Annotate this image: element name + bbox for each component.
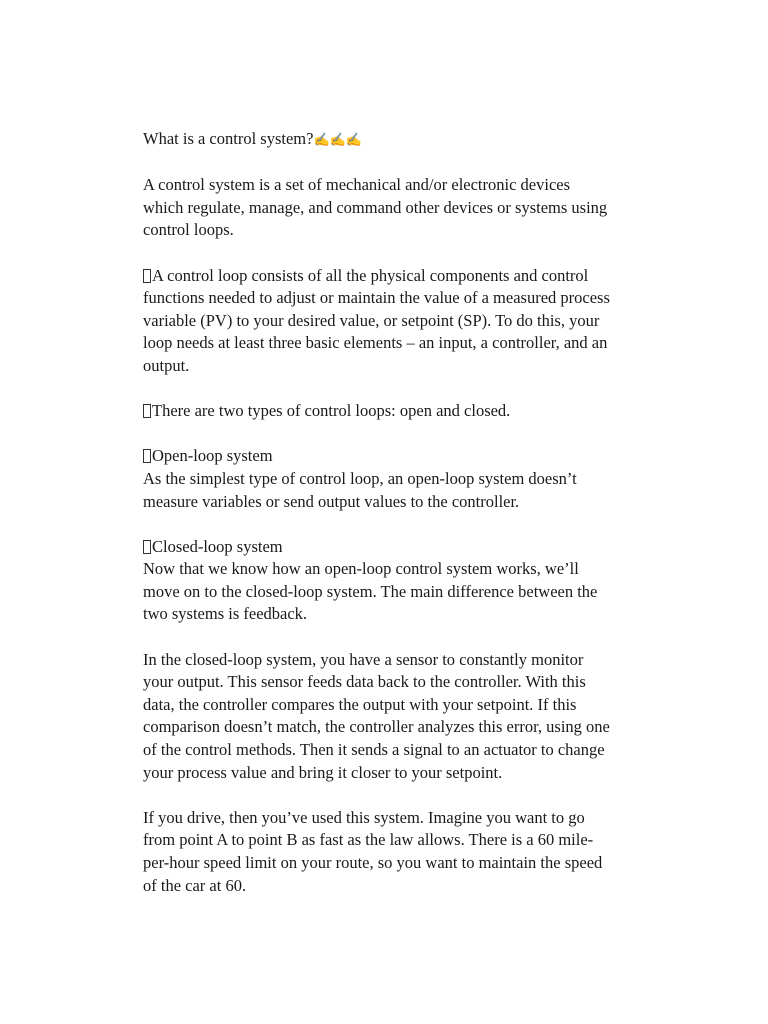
paragraph-line <box>143 762 643 785</box>
line-text: two systems is feedback. <box>143 604 308 624</box>
paragraph-line <box>143 310 643 333</box>
missing-glyph-icon <box>143 269 151 283</box>
paragraph-line <box>143 807 643 830</box>
paragraph-line <box>143 174 643 197</box>
paragraph-list <box>143 174 643 897</box>
paragraph-control-loop <box>143 265 643 378</box>
document-page <box>143 128 643 920</box>
missing-glyph-icon <box>143 540 151 554</box>
paragraph-open-loop <box>143 445 643 513</box>
missing-glyph-icon <box>143 404 151 418</box>
paragraph-line <box>143 355 643 378</box>
line-text: comparison doesn’t match, the controller analyzes this error, using one <box>143 717 610 737</box>
line-text: Open-loop system <box>152 446 273 466</box>
paragraph-line <box>143 197 643 220</box>
line-text: functions needed to adjust or maintain the value of a measured process <box>143 288 610 308</box>
paragraph-line <box>143 219 643 242</box>
writing-hand-icon: ✍✍✍ <box>313 132 363 147</box>
paragraph-line <box>143 287 643 310</box>
line-text: per-hour speed limit on your route, so you want to maintain the speed <box>143 853 603 872</box>
line-text: Now that we know how an open-loop control system works, we’ll <box>143 559 579 579</box>
paragraph-line <box>143 558 643 581</box>
line-text: from point A to point B as fast as the law allows. There is a 60 mile- <box>143 830 594 850</box>
line-text: of the control methods. Then it sends a signal to an actuator to change <box>143 740 605 760</box>
paragraph-line <box>143 468 643 491</box>
line-text: your output. This sensor feeds data back to the controller. With this <box>143 672 586 692</box>
line-text: output. <box>143 355 190 375</box>
paragraph-line <box>143 829 643 852</box>
paragraph-intro <box>143 174 643 242</box>
document-title <box>143 128 643 152</box>
paragraph-line <box>143 649 643 672</box>
paragraph-line <box>143 739 643 762</box>
line-text: your process value and bring it closer to your setpoint. <box>143 762 503 782</box>
missing-glyph-icon <box>143 449 151 463</box>
paragraph-line <box>143 491 643 514</box>
line-text: data, the controller compares the output with your setpoint. If this <box>143 694 577 714</box>
paragraph-line <box>143 852 643 875</box>
line-text: control loops. <box>143 220 234 240</box>
paragraph-driving-example <box>143 807 643 897</box>
paragraph-line <box>143 581 643 604</box>
line-text: of the car at 60. <box>143 875 247 895</box>
paragraph-line <box>143 603 643 626</box>
line-text: variable (PV) to your desired value, or setpoint (SP). To do this, your <box>143 310 600 330</box>
line-text: Closed-loop system <box>152 536 283 556</box>
paragraph-types <box>143 400 643 423</box>
line-text: If you drive, then you’ve used this system. Imagine you want to go <box>143 807 585 827</box>
line-text: There are two types of control loops: open and closed. <box>152 401 511 421</box>
paragraph-line <box>143 445 643 468</box>
paragraph-line <box>143 536 643 559</box>
paragraph-line <box>143 694 643 717</box>
line-text: loop needs at least three basic elements – an input, a controller, and an <box>143 333 608 353</box>
paragraph-closed-loop <box>143 536 643 626</box>
title-text: What is a control system? <box>143 129 314 148</box>
paragraph-line <box>143 671 643 694</box>
line-text: In the closed-loop system, you have a sensor to constantly monitor <box>143 649 584 669</box>
line-text: A control system is a set of mechanical and/or electronic devices <box>143 175 571 195</box>
paragraph-line <box>143 332 643 355</box>
paragraph-line <box>143 716 643 739</box>
line-text: A control loop consists of all the physical components and control <box>152 265 589 285</box>
line-text: measure variables or send output values to the controller. <box>143 491 520 511</box>
line-text: which regulate, manage, and command other devices or systems using <box>143 197 608 217</box>
line-text: As the simplest type of control loop, an open-loop system doesn’t <box>143 468 577 488</box>
line-text: move on to the closed-loop system. The main difference between the <box>143 581 598 601</box>
paragraph-closed-loop-detail <box>143 649 643 785</box>
paragraph-line <box>143 265 643 288</box>
paragraph-line <box>143 400 643 423</box>
paragraph-line <box>143 875 643 898</box>
